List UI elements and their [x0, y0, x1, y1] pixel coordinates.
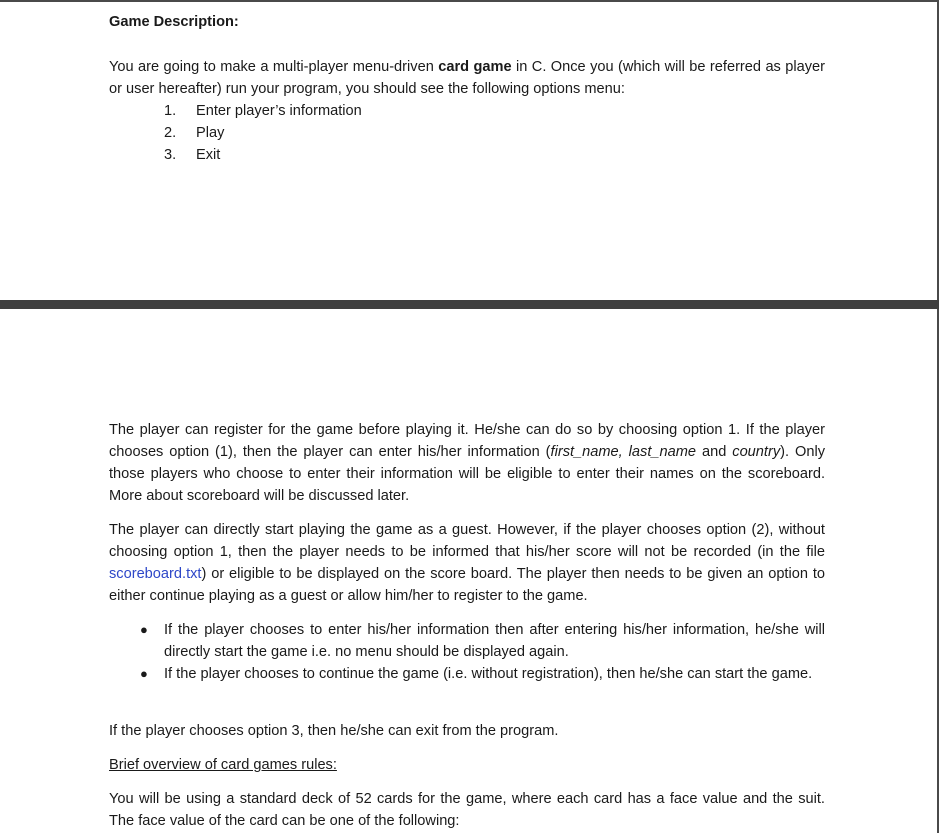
menu-item-2 [160, 122, 362, 144]
options-menu-list [160, 100, 362, 166]
menu-item-label: Play [196, 125, 225, 141]
intro-text-1: You are going to make a multi-player menu-driven [109, 59, 439, 75]
menu-item-3 [160, 144, 362, 166]
guest-text-1: The player can directly start playing the game as a guest. However, if the player chooses option (2), without choosing option 1, then the player needs to be informed that his/her score will not be recorded (in the file [109, 522, 825, 560]
intro-text-2: in C. Once you (which will be referred as player or user hereafter) run your program, you should see the following options menu: [109, 59, 826, 97]
menu-item-label: Exit [196, 147, 221, 163]
guest-text-2: ) or eligible to be displayed on the score board. The player then needs to be given an option to either continue playing as a guest or allow him/her to register to the game. [109, 566, 825, 604]
menu-item-1 [160, 100, 362, 122]
field-country: country [732, 444, 781, 460]
register-paragraph [109, 419, 825, 507]
register-text-1: The player can register for the game before playing it. He/she can do so by choosing option 1. If the player chooses option (1), then the player can enter his/her information ( [109, 422, 825, 460]
exit-paragraph: If the player chooses option 3, then he/she can exit from the program. [109, 723, 559, 739]
field-last-name: last_name [628, 444, 697, 460]
menu-item-number: 3. [164, 147, 177, 163]
scoreboard-file-link[interactable]: scoreboard.txt [109, 566, 202, 582]
bullet-item-1 [109, 619, 825, 663]
registration-bullet-list [109, 619, 825, 685]
field-separator: , [618, 444, 629, 460]
bullet-text: If the player chooses to continue the game (i.e. without registration), then he/she can start the game. [164, 666, 813, 682]
bullet-dot-icon: ● [140, 666, 148, 681]
menu-item-number: 2. [164, 125, 177, 141]
guest-paragraph [109, 519, 825, 607]
section-heading-game-description: Game Description: [109, 14, 239, 30]
menu-item-label: Enter player’s information [196, 103, 362, 119]
document-page-1 [0, 0, 939, 300]
deck-paragraph: You will be using a standard deck of 52 cards for the game, where each card has a face value and the suit. The face value of the card can be one of the following: [109, 791, 825, 829]
intro-paragraph [109, 56, 825, 100]
bullet-dot-icon: ● [140, 622, 148, 637]
field-and: and [696, 444, 733, 460]
intro-bold-card-game: card game [438, 59, 512, 75]
bullet-text: If the player chooses to enter his/her information then after entering his/her information, he/she will directly start the game i.e. no menu should be displayed again. [164, 622, 825, 660]
menu-item-number: 1. [164, 103, 177, 119]
rules-heading: Brief overview of card games rules: [109, 757, 337, 773]
register-text-2: ). Only those players who choose to enter their information will be eligible to enter their names on the scoreboard. More about scoreboard will be discussed later. [109, 444, 825, 504]
page-separator [0, 300, 939, 309]
field-first-name: first_name [550, 444, 619, 460]
bullet-item-2 [109, 663, 825, 685]
